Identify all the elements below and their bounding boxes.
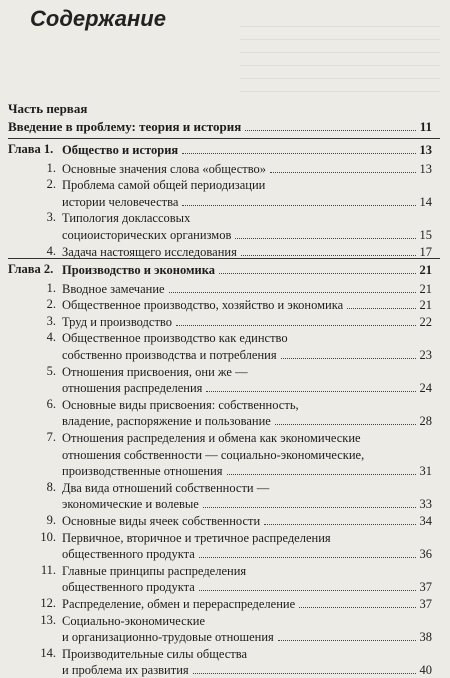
page-number: 36 [419, 547, 432, 562]
dot-leader [203, 507, 416, 508]
page-number: 37 [419, 580, 432, 595]
dot-leader [264, 524, 415, 525]
page-number: 40 [419, 663, 432, 678]
entry-title: производственные отношения [62, 464, 223, 479]
item-number: 3. [46, 313, 56, 328]
entry-title-line: Первичное, вторичное и третичное распределения [62, 530, 331, 545]
entry-title-line: Отношения распределения и обмена как экономические [62, 431, 361, 445]
toc-entry[interactable] [62, 629, 432, 645]
item-number: 3. [46, 210, 56, 225]
entry-title: Труд и производство [62, 314, 172, 329]
page-number: 17 [419, 244, 432, 259]
item-number: 6. [46, 396, 56, 411]
toc-entry[interactable] [62, 161, 432, 177]
entry-title: Основные значения слова «общество» [62, 161, 267, 176]
page-number: 11 [419, 119, 432, 134]
entry-title: Распределение, обмен и перераспределение [62, 597, 296, 611]
dot-leader [182, 205, 415, 206]
entry-title-line: Социально-экономические [62, 613, 206, 628]
toc-entry[interactable] [62, 194, 432, 210]
chapter-title: Производство и экономика [62, 263, 215, 277]
chapter-label: Глава 2. [8, 262, 54, 276]
entry-title-line: Общественное производство как единство [62, 331, 288, 346]
toc-entry[interactable] [62, 297, 432, 313]
part-title: Введение в проблему: теория и история [8, 119, 242, 134]
toc-entry[interactable] [62, 413, 432, 429]
item-number: 1. [46, 160, 56, 175]
dot-leader [235, 238, 415, 239]
entry-title-line: Основные виды присвоения: собственность, [62, 397, 299, 412]
toc-entry[interactable] [62, 347, 432, 363]
item-number: 13. [40, 612, 56, 627]
dot-leader [278, 640, 416, 641]
chapter-title-row[interactable] [62, 262, 432, 278]
item-number: 9. [46, 513, 56, 527]
entry-title: экономические и волевые [62, 497, 199, 512]
page-number: 34 [419, 514, 432, 528]
chapter-label: Глава 1. [8, 142, 54, 156]
entry-title: и проблема их развития [62, 663, 189, 678]
item-number: 4. [46, 330, 56, 345]
part-title-row[interactable] [8, 119, 432, 135]
entry-title: отношения распределения [62, 381, 203, 396]
item-number: 5. [46, 363, 56, 378]
dot-leader [299, 607, 415, 608]
toc-entry[interactable] [62, 579, 432, 595]
toc-entry[interactable] [62, 380, 432, 396]
entry-title: Общественное производство, хозяйство и экономика [62, 298, 344, 313]
entry-title-line: Главные принципы распределения [62, 563, 247, 578]
toc-entry[interactable] [62, 596, 432, 612]
chapter-rule [8, 258, 440, 259]
entry-title: Задача настоящего исследования [62, 244, 237, 259]
dot-leader [176, 325, 416, 326]
toc-entry[interactable] [62, 227, 432, 243]
page-number: 13 [419, 143, 432, 157]
toc-entry[interactable] [62, 496, 432, 512]
page-number: 33 [419, 497, 432, 512]
toc-entry[interactable] [62, 281, 432, 297]
entry-title: и организационно-трудовые отношения [62, 630, 274, 645]
toc-entry[interactable] [62, 513, 432, 529]
item-number: 14. [40, 645, 56, 660]
entry-title-line: Типология доклассовых [62, 211, 191, 226]
entry-title-line: Два вида отношений собственности — [62, 480, 270, 495]
dot-leader [199, 590, 416, 591]
entry-title-line: Проблема самой общей периодизации [62, 178, 266, 193]
page-number: 22 [419, 314, 432, 329]
item-number: 8. [46, 479, 56, 494]
page-number: 23 [419, 348, 432, 362]
dot-leader [270, 172, 415, 173]
entry-title: Вводное замечание [62, 281, 165, 296]
page-number: 28 [419, 414, 432, 429]
dot-leader [227, 474, 416, 475]
dot-leader [245, 130, 415, 131]
entry-title: владение, распоряжение и пользование [62, 414, 271, 429]
entry-title: социоисторических организмов [62, 228, 232, 242]
dot-leader [169, 292, 416, 293]
item-number: 4. [46, 243, 56, 258]
entry-title-line: Отношения присвоения, они же — [62, 364, 248, 379]
item-number: 11. [40, 562, 56, 577]
page-title: Содержание [30, 6, 166, 31]
item-number: 7. [46, 430, 56, 444]
item-number: 2. [46, 297, 56, 312]
entry-title: общественного продукта [62, 547, 195, 562]
item-number: 2. [46, 177, 56, 192]
entry-title: Основные виды ячеек собственности [62, 514, 261, 528]
chapter-title: Общество и история [62, 143, 179, 157]
dot-leader [281, 358, 416, 359]
dot-leader [241, 255, 416, 256]
page-number: 37 [419, 597, 432, 611]
page-number: 15 [419, 228, 432, 242]
item-number: 1. [46, 280, 56, 295]
page-number: 21 [419, 298, 432, 313]
page-number: 14 [419, 194, 432, 209]
bleed-through-text [240, 18, 440, 98]
dot-leader [275, 424, 416, 425]
page-number: 13 [419, 161, 432, 176]
entry-title: истории человечества [62, 194, 179, 209]
toc-entry[interactable] [62, 463, 432, 479]
page-number: 31 [419, 464, 432, 479]
toc-entry[interactable] [62, 314, 432, 330]
page-number: 24 [419, 381, 432, 396]
part-label: Часть первая [8, 101, 88, 116]
dot-leader [206, 391, 415, 392]
entry-title: общественного продукта [62, 580, 195, 595]
entry-title-line: отношения собственности — социально-экономические, [62, 447, 365, 462]
page-number: 21 [419, 281, 432, 296]
entry-title-line: Производительные силы общества [62, 646, 248, 661]
page-number: 38 [419, 630, 432, 645]
item-number: 12. [40, 596, 56, 610]
chapter-title-row[interactable] [62, 142, 432, 158]
page-number: 21 [419, 263, 432, 277]
chapter-rule [8, 138, 440, 139]
dot-leader [219, 273, 416, 274]
dot-leader [182, 153, 415, 154]
dot-leader [347, 308, 415, 309]
toc-entry[interactable] [62, 662, 432, 678]
item-number: 10. [40, 529, 56, 544]
toc-entry[interactable] [62, 546, 432, 562]
entry-title: собственно производства и потребления [62, 348, 277, 362]
dot-leader [199, 557, 416, 558]
